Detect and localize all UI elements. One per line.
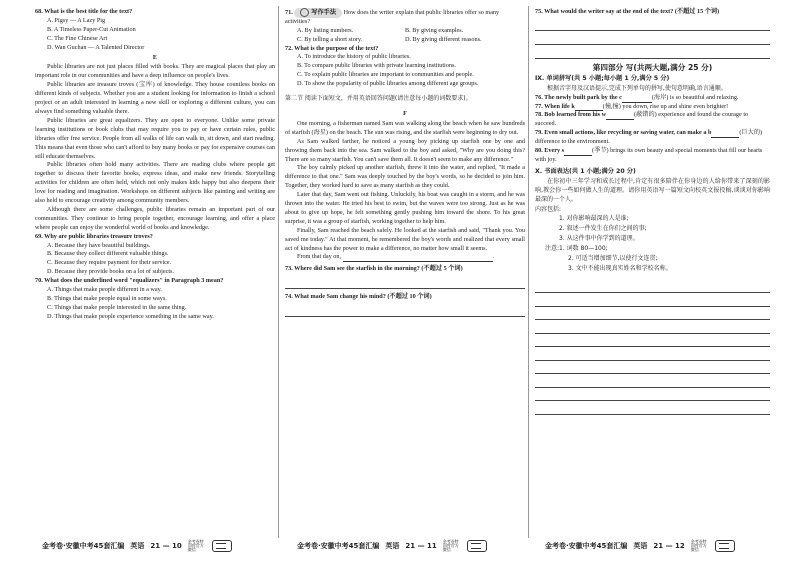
question-74: 74. What made Sam change his mind? (不超过 10 个词) <box>285 293 432 301</box>
question-69: 69. Why are public libraries treasure troves? <box>35 232 153 240</box>
option: C. The Fine Chinese Art <box>47 34 108 42</box>
passage-paragraph: Although there are some challenges, public libraries remain an important part of our communities. They continue to bring people together, encourage learning, and offer a place where people can enjoy the wonderful world of books and knowledge. <box>35 205 275 231</box>
column-left <box>35 8 275 322</box>
part-4-heading: 第四部分 写(共两大题,满分 25 分) <box>592 62 713 72</box>
logo-icon <box>467 540 487 552</box>
answer-line[interactable] <box>535 45 770 59</box>
skill-badge <box>294 8 342 18</box>
option: C. Things that make people interested in the same thing. <box>47 303 187 311</box>
writing-line[interactable] <box>535 307 770 321</box>
notes-item: 3. 文中不能出现真实姓名和学校名称。 <box>568 264 672 272</box>
option: B. To compare public libraries with private learning institutions. <box>297 62 456 70</box>
question-text: 79. Even small actions, like recycling or saving water, can make a b <box>535 129 712 137</box>
option: A. To introduce the history of public libraries. <box>297 53 411 61</box>
content-item: 1. 对你影响最深的人是谁; <box>559 215 629 223</box>
writing-area[interactable] <box>535 280 770 415</box>
section-10-instructions: 在你初中三年学习和成长过程中,肯定有很多陪伴在你身边的人给你带来了深刻的影响,教会你一些如何做人生的道理。请你用英语写一篇短文向校英文报投稿,谈谈对你影响最深的一个人。 <box>535 177 770 203</box>
fill-in-prefix: From that day on, <box>297 253 341 261</box>
writing-line[interactable] <box>535 401 770 415</box>
content-label: 内容包括: <box>535 205 562 213</box>
notes-label: 注意:1. 词数 80—100; <box>545 245 608 253</box>
question-text: 78. Bob learned from his w <box>535 111 607 119</box>
answer-line[interactable] <box>535 17 770 31</box>
writing-line[interactable] <box>535 320 770 334</box>
skill-badge-label: 写作手法 <box>311 8 337 16</box>
answer-blank[interactable] <box>564 148 592 156</box>
option: B. By giving examples. <box>405 26 464 34</box>
question-number: 71. <box>285 8 293 16</box>
footer-subject: 英语 <box>385 542 400 550</box>
logo-icon <box>212 540 232 552</box>
passage-paragraph: Later that day, Sam went out fishing. Unluckily, his boat was caught in a storm, and he was thrown into the water. He tried his best to swim, but the waves were too strong. Just as he was about to give up hope, he felt something gently pushing him toward the shore. To his great surprise, it was a group of starfish, working together to help him. <box>285 191 525 225</box>
option: D. Because they provide books on a lot of subjects. <box>47 268 174 276</box>
content-item: 2. 叙述一件发生在你们之间的事; <box>559 225 647 233</box>
question-79 <box>535 129 770 147</box>
question-text: (巨大的) difference to the environment. <box>535 129 763 146</box>
option: A. Because they have beautiful buildings. <box>47 241 151 249</box>
option: C. Because they require payment for their service. <box>47 259 172 267</box>
footer-series: 金考卷·安徽中考45套汇编 <box>42 542 125 550</box>
question-text: How does the writer explain that public libraries offer so many activities? <box>285 8 500 25</box>
writing-line[interactable] <box>535 293 770 307</box>
footer-page-number: 21 — 11 <box>405 542 437 550</box>
question-68: 68. What is the best title for the text? <box>35 8 133 15</box>
writing-line[interactable] <box>535 374 770 388</box>
option-row <box>297 36 525 45</box>
answer-line[interactable] <box>535 31 770 45</box>
answer-blank[interactable] <box>711 130 739 138</box>
logo-icon <box>715 540 735 552</box>
footer-series: 金考卷·安徽中考45套汇编 <box>297 542 380 550</box>
question-text: 77. When life k <box>535 102 575 110</box>
option: D. By giving different reasons. <box>405 35 482 43</box>
writing-line[interactable] <box>535 280 770 294</box>
column-right <box>535 8 770 415</box>
passage-paragraph: The boy calmly picked up another starfish, threw it into the water, and replied, "It made a difference to that one." Sam was deeply touched by the boy's words, so he decided to join him. Together, they worked hard to save as many starfish as they could. <box>285 164 525 190</box>
option: A. By listing numbers. <box>297 26 354 34</box>
answer-blank[interactable] <box>343 254 493 262</box>
footer-series: 金考卷·安徽中考45套汇编 <box>545 542 628 550</box>
option: B. A Timeless Paper-Cut Animation <box>47 25 136 33</box>
writing-line[interactable] <box>535 334 770 348</box>
option-row <box>297 27 525 36</box>
content-item: 3. 从这件事中你学到的道理。 <box>559 235 639 243</box>
option: C. To explain public libraries are important to communities and people. <box>297 71 474 79</box>
answer-line[interactable] <box>285 302 525 317</box>
passage-paragraph: As Sam walked farther, he noticed a young boy picking up starfish one by one and throwing them back into the sea. Sam walked to the boy and asked, "Why are you doing this? There are so many starfish. You can't save them all. It doesn't seem to make any difference." <box>285 137 525 163</box>
writing-line[interactable] <box>535 347 770 361</box>
option: D. Things that make people experience something in the same way. <box>47 312 214 320</box>
question-text: (季节) brings its own beauty and special moments that fill our hearts with joy. <box>535 147 763 163</box>
section-9-heading: Ⅸ. 单词拼写(共 5 小题;每小题 1 分,满分 5 分) <box>535 74 670 82</box>
column-divider <box>278 6 279 538</box>
option: B. Things that make people equal in some ways. <box>47 295 167 302</box>
option: B. Because they collect different valuable things. <box>47 250 169 258</box>
page-footer <box>297 540 487 552</box>
footer-subject: 英语 <box>130 542 145 550</box>
section-e-heading: E <box>152 53 158 61</box>
option: C. By telling a short story. <box>297 35 363 43</box>
page-footer <box>42 540 232 552</box>
passage-paragraph: Public libraries often hold many activities. There are reading clubs where people get together to discuss their favorite books, express ideas, and make new friends. Storytelling activities for children are often held, which not only makes kids happy but also deepens their love for reading and imagination. Workshops on different subjects like painting and writing are also held to encourage creativity among community members. <box>35 161 275 205</box>
question-72: 72. What is the purpose of the text? <box>285 44 379 52</box>
question-text: (海岸) is so beautiful and relaxing. <box>651 93 739 101</box>
section-10-heading: Ⅹ. 书面表达(共 1 小题;满分 20 分) <box>535 167 636 175</box>
option: D. Wan Guchan — A Talented Director <box>47 43 145 51</box>
footer-subject: 英语 <box>633 542 648 550</box>
section-f-heading: F <box>403 109 407 117</box>
question-76 <box>535 94 770 103</box>
question-text: 76. The newly built park by the c <box>535 93 622 101</box>
question-78 <box>535 111 770 129</box>
section-9-instructions: 根据音字母及汉语提示,完成下列单句的拼写,使句意明确,语言通顺。 <box>547 84 727 92</box>
question-71 <box>285 8 525 27</box>
writing-line[interactable] <box>535 388 770 402</box>
passage-paragraph: Public libraries are not just places filled with books. They are magical places that play an important role in our communities and have a deep influence on people's lives. <box>35 63 275 80</box>
question-73: 73. Where did Sam see the starfish in the morning? (不超过 5 个词) <box>285 265 463 273</box>
option: D. To show the popularity of public libraries among different age groups. <box>297 80 479 88</box>
option: A. Things that make people different in a way. <box>47 286 162 294</box>
question-text: (撞,撞) you down, rise up and shine even brighter! <box>602 102 729 110</box>
answer-line[interactable] <box>285 274 525 289</box>
footer-tagline: 金考卷特训营官方微信 <box>442 539 459 552</box>
page-footer <box>545 540 735 552</box>
column-divider <box>528 6 529 538</box>
answer-blank[interactable] <box>606 112 634 120</box>
passage-paragraph: One morning, a fisherman named Sam was walking along the beach when he saw hundreds of starfish (海星) on the beach. The sun was rising, and the starfish were beginning to dry out. <box>285 119 525 136</box>
fill-in-sentence: From that day on, . <box>297 253 495 261</box>
question-80 <box>535 147 770 165</box>
option: A. Pigsy — A Lazy Pig <box>47 16 106 24</box>
question-70: 70. What does the underlined word "equalizers" in Paragraph 3 mean? <box>35 277 224 285</box>
passage-paragraph: Finally, Sam reached the beach safely. He looked at the starfish and said, "Thank you. You saved me today." At that moment, he remembered the boy's words and realized that every small act of kindness has the power to make a difference, no matter how small it seems. <box>285 226 525 252</box>
writing-line[interactable] <box>535 361 770 375</box>
answer-blank[interactable] <box>622 95 652 103</box>
section-2-instructions: 第二节 阅读下面短文，并用英语回答问题(请注意每小题的词数要求)。 <box>285 95 472 103</box>
footer-page-number: 21 — 10 <box>150 542 182 550</box>
column-middle <box>285 8 525 317</box>
question-text: (蔽错的) experience and found the courage to succeed. <box>535 111 749 128</box>
passage-paragraph: Public libraries are great equalizers. They are open to everyone. Unlike some private learning institutions or book clubs that may require you to pay or have certain rules, public libraries offer free service. People from all walks of life can walk in, sit down, and start reading. This means that even those who can't afford to buy many books or pay for expensive courses can still educate themselves. <box>35 116 276 160</box>
passage-paragraph: Public libraries are treasure troves (宝库) of knowledge. They house countless books on different kinds of subjects. Whether you are a student looking for information to finish a school project or an adult interested in learning a new skill or exploring a different culture, you can always find something valuable there. <box>35 81 275 115</box>
footer-tagline: 金考卷特训营官方微信 <box>187 539 204 552</box>
badge-icon <box>300 8 309 17</box>
question-75: 75. What would the writer say at the end of the text? (不超过 15 个词) <box>535 8 720 15</box>
footer-page-number: 21 — 12 <box>653 542 685 550</box>
question-text: 80. Every s <box>535 147 565 155</box>
footer-tagline: 金考卷特训营官方微信 <box>690 539 707 552</box>
notes-item: 2. 可适当增加细节,以使行文连贯; <box>568 255 658 263</box>
